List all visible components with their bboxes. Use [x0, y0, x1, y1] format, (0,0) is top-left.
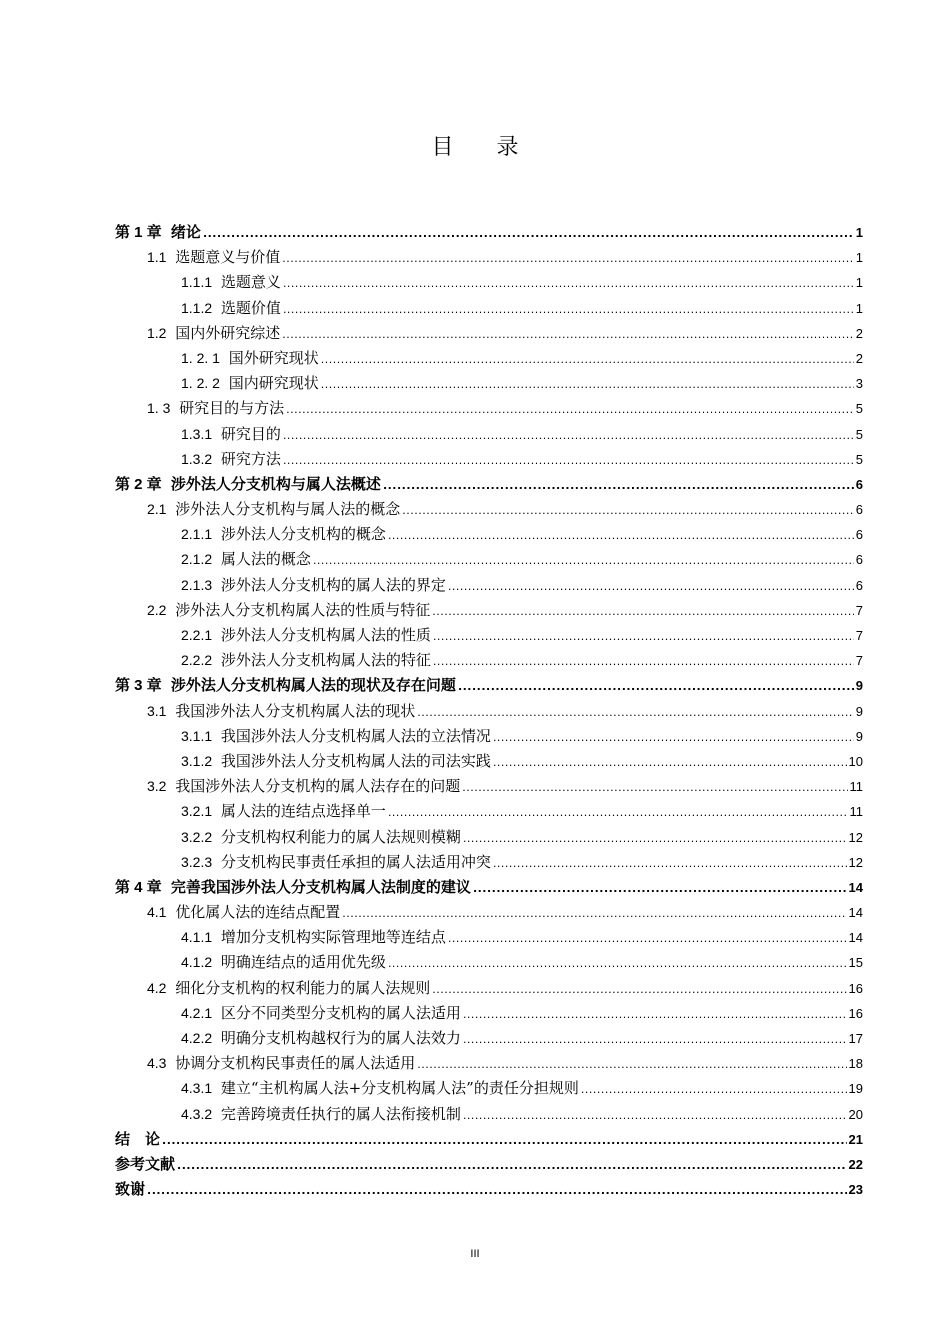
toc-entry-page: 1: [855, 225, 863, 240]
toc-entry-number: 1.1: [147, 249, 167, 266]
toc-entry-label: [147, 900, 340, 925]
toc-entry-title: 分支机构权利能力的属人法规则模糊: [220, 827, 461, 846]
toc-entry-page: 1: [855, 275, 863, 291]
dot-leader: [283, 271, 854, 296]
toc-entry[interactable]: [115, 472, 863, 497]
toc-entry-title: 涉外法人分支机构的概念: [220, 525, 386, 544]
toc-entry-page: 6: [855, 502, 863, 518]
toc-entry-number: 2.2.1: [181, 627, 213, 643]
toc-entry[interactable]: [115, 925, 863, 950]
toc-entry[interactable]: [115, 522, 863, 547]
page-number: III: [470, 1248, 480, 1260]
toc-entry-page: 6: [855, 577, 863, 593]
toc-entry[interactable]: [115, 799, 863, 824]
toc-entry-title: 涉外法人分支机构属人法的特征: [220, 651, 431, 670]
dot-leader: [433, 624, 854, 649]
toc-entry-label: [181, 346, 319, 371]
toc-entry-label: [115, 673, 456, 698]
dot-leader: [493, 725, 854, 750]
toc-entry-number: 1.3.2: [181, 450, 213, 467]
toc-entry-number: 第 4 章: [115, 878, 162, 896]
dot-leader: [458, 674, 854, 699]
toc-entry-page: 16: [848, 980, 863, 996]
toc-entry-title: 属人法的连结点选择单一: [220, 802, 386, 821]
toc-entry-label: [181, 925, 446, 950]
toc-entry-title: 国内外研究综述: [175, 323, 281, 342]
toc-entry-title: 绪论: [170, 223, 201, 241]
toc-entry[interactable]: [115, 1127, 863, 1152]
toc-entry[interactable]: [115, 825, 863, 850]
toc-entry-number: 3.2.1: [181, 803, 213, 820]
toc-entry-number: 4.2.1: [181, 1004, 213, 1021]
toc-entry-page: 3: [855, 376, 863, 392]
toc-entry-label: [147, 1051, 415, 1076]
toc-entry-label: [115, 875, 471, 900]
dot-leader: [417, 1052, 846, 1077]
toc-entry-label: [181, 648, 431, 673]
dot-leader: [383, 473, 854, 498]
toc-entry-title: 我国涉外法人分支机构的属人法存在的问题: [175, 777, 461, 796]
dot-leader: [417, 700, 854, 725]
toc-entry-number: 4.3.2: [181, 1105, 213, 1122]
toc-entry-number: 第 1 章: [115, 224, 162, 241]
dot-leader: [388, 523, 854, 548]
toc-entry-number: 4.1.1: [181, 929, 213, 946]
toc-entry-title: 研究目的: [220, 424, 281, 443]
toc-entry[interactable]: [115, 648, 863, 673]
toc-entry-page: 7: [855, 628, 863, 643]
toc-entry-title: 国外研究现状: [228, 348, 319, 367]
toc-entry-number: 3.2: [147, 778, 167, 795]
toc-entry[interactable]: [115, 573, 863, 598]
dot-leader: [177, 1153, 847, 1178]
toc-entry[interactable]: [115, 220, 863, 245]
toc-entry-label: [181, 547, 311, 572]
toc-entry-label: [181, 799, 386, 824]
table-of-contents: [115, 220, 863, 1202]
toc-entry-title: 选题意义与价值: [175, 248, 281, 267]
toc-entry-title: 区分不同类型分支机构的属人法适用: [220, 1003, 461, 1022]
toc-entry-page: 17: [848, 1031, 863, 1046]
toc-entry[interactable]: [115, 422, 863, 447]
toc-entry-page: 2: [855, 325, 863, 341]
toc-entry-label: [115, 1152, 175, 1177]
toc-entry-title: 细化分支机构的权利能力的属人法规则: [175, 978, 431, 997]
toc-entry-number: 4.3: [147, 1055, 167, 1072]
toc-entry[interactable]: [115, 371, 863, 396]
toc-entry-title: 我国涉外法人分支机构属人法的现状: [175, 701, 416, 720]
toc-entry-page: 22: [848, 1156, 863, 1172]
toc-entry-label: [181, 749, 491, 774]
toc-entry[interactable]: [115, 900, 863, 925]
toc-entry-page: 12: [848, 829, 863, 845]
toc-entry-page: 14: [848, 905, 863, 921]
dot-leader: [283, 297, 854, 322]
toc-entry-label: [181, 850, 491, 875]
toc-entry-number: 1. 3: [147, 400, 171, 417]
toc-entry-label: [115, 1177, 145, 1202]
toc-entry-label: [147, 245, 280, 270]
toc-entry-label: [115, 220, 201, 245]
toc-entry-title: 结 论: [115, 1129, 161, 1148]
toc-entry[interactable]: [115, 673, 863, 698]
toc-entry-title: 涉外法人分支机构属人法的性质: [220, 626, 431, 644]
toc-entry[interactable]: [115, 1076, 863, 1101]
toc-entry-page: 7: [855, 602, 863, 618]
toc-entry-label: [147, 497, 400, 522]
dot-leader: [463, 1027, 847, 1052]
toc-entry-title: 完善我国涉外法人分支机构属人法制度的建议: [170, 877, 471, 896]
dot-leader: [493, 851, 847, 876]
toc-entry[interactable]: [115, 547, 863, 572]
dot-leader: [282, 246, 854, 271]
toc-entry-number: 2.1.1: [181, 526, 213, 543]
toc-entry-label: [181, 371, 319, 396]
dot-leader: [473, 876, 847, 901]
toc-entry[interactable]: [115, 950, 863, 975]
dot-leader: [448, 574, 854, 599]
toc-entry[interactable]: [115, 749, 863, 774]
toc-entry-number: 2.2: [147, 601, 167, 618]
dot-leader: [162, 1128, 847, 1153]
toc-entry[interactable]: [115, 1177, 863, 1202]
toc-entry-title: 研究方法: [220, 449, 281, 468]
toc-entry-page: 14: [848, 930, 863, 946]
toc-entry[interactable]: [115, 1152, 863, 1177]
toc-entry-label: [181, 623, 431, 648]
toc-entry-page: 18: [848, 1056, 863, 1072]
toc-entry-label: [181, 447, 281, 472]
toc-entry[interactable]: [115, 774, 863, 799]
toc-entry-page: 6: [855, 476, 863, 492]
toc-entry-number: 3.2.3: [181, 853, 213, 870]
dot-leader: [147, 1178, 847, 1203]
toc-entry-title: 增加分支机构实际管理地等连结点: [220, 928, 446, 947]
dot-leader: [321, 347, 854, 372]
toc-entry-number: 3.2.2: [181, 828, 213, 845]
toc-entry-label: [181, 573, 446, 598]
toc-entry-title: 参考文献: [115, 1154, 176, 1173]
toc-entry[interactable]: [115, 321, 863, 346]
toc-entry-number: 4.2: [147, 979, 167, 996]
toc-entry-page: 6: [855, 527, 863, 543]
toc-entry-page: 1: [855, 300, 863, 316]
dot-leader: [463, 1103, 847, 1128]
dot-leader: [432, 977, 846, 1002]
toc-entry-label: [181, 522, 386, 547]
toc-entry-number: 3.1: [147, 702, 167, 719]
dot-leader: [282, 322, 854, 347]
dot-leader: [463, 826, 847, 851]
toc-entry[interactable]: [115, 396, 863, 421]
toc-entry-number: 1. 2. 2: [181, 375, 220, 392]
toc-entry-page: 21: [848, 1131, 863, 1147]
toc-entry-title: 我国涉外法人分支机构属人法的立法情况: [220, 726, 491, 745]
toc-entry[interactable]: [115, 497, 863, 522]
toc-entry-page: 5: [855, 426, 863, 442]
toc-entry-page: 20: [848, 1106, 863, 1122]
toc-entry-number: 1. 2. 1: [181, 349, 220, 366]
toc-entry-page: 19: [848, 1081, 863, 1097]
toc-entry-title: 研究目的与方法: [179, 399, 285, 418]
toc-entry-page: 2: [855, 350, 863, 366]
toc-entry[interactable]: [115, 1102, 863, 1127]
toc-entry-page: 15: [848, 955, 863, 971]
toc-entry-number: 第 2 章: [115, 475, 162, 493]
toc-entry-page: 7: [855, 653, 863, 669]
toc-entry-title: 涉外法人分支机构属人法的性质与特征: [175, 600, 431, 619]
toc-entry-label: [181, 724, 491, 749]
toc-entry[interactable]: [115, 850, 863, 875]
toc-entry-title: 协调分支机构民事责任的属人法适用: [175, 1054, 416, 1073]
toc-entry-page: 12: [848, 854, 863, 870]
toc-entry-label: [147, 699, 415, 724]
dot-leader: [283, 448, 854, 473]
toc-entry-title: 选题价值: [220, 298, 281, 317]
toc-entry-label: [147, 976, 430, 1001]
toc-entry-page: 5: [855, 401, 863, 417]
toc-entry-label: [115, 1127, 160, 1152]
toc-entry-title: 优化属人法的连结点配置: [175, 903, 341, 922]
toc-entry[interactable]: [115, 270, 863, 295]
dot-leader: [402, 498, 854, 523]
toc-entry-label: [181, 825, 461, 850]
toc-entry-page: 14: [848, 879, 863, 895]
toc-entry-label: [115, 472, 381, 497]
toc-entry-number: 4.3.1: [181, 1080, 213, 1097]
dot-leader: [462, 775, 847, 800]
toc-entry-label: [181, 270, 281, 295]
toc-entry-page: 9: [855, 728, 863, 744]
toc-entry-title: 属人法的概念: [220, 550, 311, 569]
toc-entry[interactable]: [115, 1026, 863, 1051]
toc-entry[interactable]: [115, 598, 863, 623]
toc-entry[interactable]: [115, 875, 863, 900]
toc-entry-label: [181, 1001, 461, 1026]
toc-entry-label: [181, 1076, 579, 1101]
toc-entry-title: 完善跨境责任执行的属人法衔接机制: [220, 1104, 461, 1123]
page-title: 目 录: [431, 135, 537, 160]
toc-entry-label: [147, 396, 284, 421]
toc-entry-label: [147, 598, 430, 623]
toc-entry-page: 10: [848, 753, 863, 769]
toc-entry-title: 涉外法人分支机构与属人法的概念: [175, 500, 401, 519]
toc-entry-page: 9: [855, 678, 863, 694]
toc-entry-number: 第 3 章: [115, 677, 162, 695]
toc-entry-page: 16: [848, 1005, 863, 1021]
toc-entry-number: 2.1.3: [181, 576, 213, 593]
toc-entry-page: 9: [855, 703, 863, 719]
dot-leader: [493, 750, 847, 775]
toc-entry-title: 致谢: [115, 1180, 146, 1199]
dot-leader: [463, 1002, 847, 1027]
toc-entry-number: 4.1.2: [181, 954, 213, 971]
toc-entry-number: 2.1.2: [181, 551, 213, 568]
toc-entry-number: 1.2: [147, 324, 167, 341]
toc-entry[interactable]: [115, 346, 863, 371]
toc-entry[interactable]: [115, 245, 863, 270]
toc-entry-title: 涉外法人分支机构与属人法概述: [170, 474, 381, 493]
dot-leader: [432, 599, 854, 624]
toc-entry-label: [181, 1026, 461, 1051]
toc-entry[interactable]: [115, 623, 863, 648]
toc-entry-page: 5: [855, 451, 863, 467]
toc-entry-label: [181, 422, 281, 447]
toc-entry-title: 选题意义: [220, 273, 281, 292]
toc-entry-label: [147, 321, 280, 346]
toc-entry-title: 涉外法人分支机构属人法的现状及存在问题: [170, 676, 456, 695]
toc-entry-label: [181, 950, 386, 975]
toc-entry[interactable]: [115, 976, 863, 1001]
toc-entry-label: [181, 296, 281, 321]
dot-leader: [581, 1077, 847, 1102]
dot-leader: [433, 649, 854, 674]
dot-leader: [203, 221, 854, 246]
toc-entry-number: 4.2.2: [181, 1030, 213, 1046]
toc-entry[interactable]: [115, 447, 863, 472]
toc-entry-number: 1.1.2: [181, 299, 213, 316]
toc-entry-title: 明确连结点的适用优先级: [220, 953, 386, 972]
toc-entry-page: 11: [849, 804, 863, 820]
dot-leader: [448, 926, 847, 951]
toc-entry-page: 23: [848, 1182, 863, 1198]
dot-leader: [388, 951, 847, 976]
toc-entry-title: 国内研究现状: [228, 374, 319, 393]
toc-entry-number: 3.1.1: [181, 727, 213, 744]
toc-entry-title: 明确分支机构越权行为的属人法效力: [220, 1029, 461, 1047]
toc-entry[interactable]: [115, 724, 863, 749]
dot-leader: [321, 372, 854, 397]
toc-entry-label: [181, 1102, 461, 1127]
toc-entry-page: 11: [849, 779, 863, 795]
toc-entry-title: 建立“主机构属人法+分支机构属人法”的责任分担规则: [220, 1079, 579, 1098]
toc-entry-number: 1.1.1: [181, 274, 213, 291]
toc-entry-number: 2.1: [147, 501, 167, 518]
toc-entry[interactable]: [115, 296, 863, 321]
dot-leader: [388, 800, 848, 825]
dot-leader: [286, 397, 854, 422]
dot-leader: [283, 423, 854, 448]
toc-entry[interactable]: [115, 1051, 863, 1076]
toc-entry-title: 涉外法人分支机构的属人法的界定: [220, 575, 446, 594]
toc-entry-number: 1.3.1: [181, 425, 213, 442]
toc-entry-label: [147, 774, 460, 799]
toc-entry-title: 分支机构民事责任承担的属人法适用冲突: [220, 852, 491, 871]
toc-entry-page: 6: [855, 552, 863, 568]
toc-entry-number: 2.2.2: [181, 652, 213, 669]
toc-entry-page: 1: [855, 250, 863, 266]
toc-entry[interactable]: [115, 1001, 863, 1026]
toc-entry-number: 3.1.2: [181, 752, 213, 769]
toc-entry-number: 4.1: [147, 904, 167, 921]
dot-leader: [342, 901, 846, 926]
toc-entry[interactable]: [115, 699, 863, 724]
toc-entry-title: 我国涉外法人分支机构属人法的司法实践: [220, 751, 491, 770]
dot-leader: [313, 548, 854, 573]
